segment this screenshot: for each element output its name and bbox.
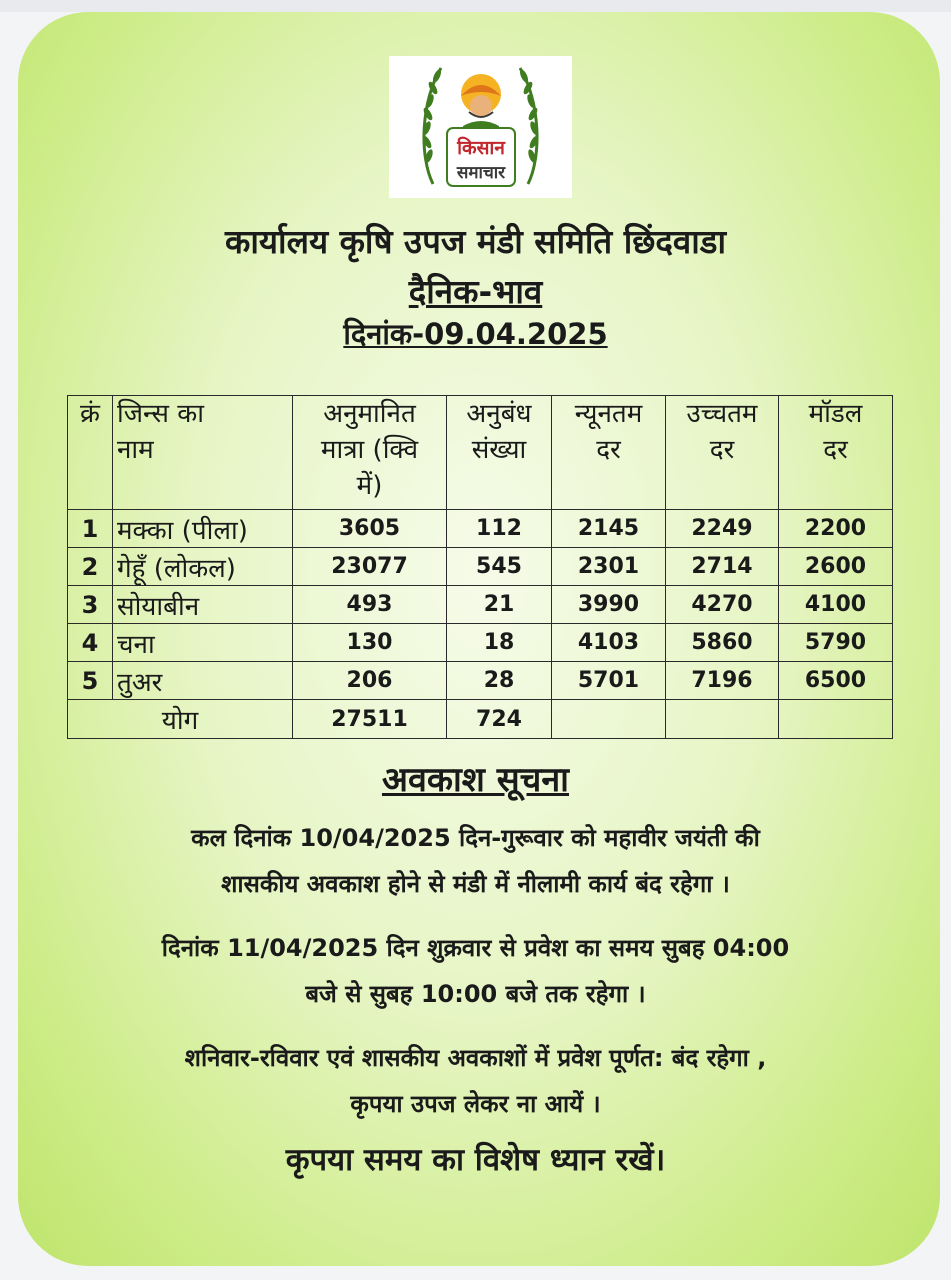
serial-cell: 3	[68, 586, 113, 624]
column-header: अनुमानित मात्रा (क्वि में)	[293, 396, 447, 510]
notice-line: दिनांक 11/04/2025 दिन शुक्रवार से प्रवेश का समय सुबह 04:00	[161, 934, 790, 962]
table-row	[68, 624, 893, 662]
table-total-row	[68, 700, 893, 739]
quantity-cell: 493	[293, 586, 447, 624]
commodity-name-cell: तुअर	[113, 662, 293, 700]
table-row	[68, 548, 893, 586]
min-rate-cell: 3990	[552, 586, 666, 624]
empty-cell	[779, 700, 893, 739]
contracts-cell: 28	[447, 662, 552, 700]
kisan-samachar-logo	[389, 56, 572, 198]
page-title: दैनिक-भाव	[408, 272, 543, 311]
logo-text-line1: किसान	[457, 137, 505, 159]
commodity-name-cell: सोयाबीन	[113, 586, 293, 624]
quantity-cell: 206	[293, 662, 447, 700]
total-contracts: 724	[447, 700, 552, 739]
logo-text-line2: समाचार	[456, 163, 506, 183]
notice-line: शनिवार-रविवार एवं शासकीय अवकाशों में प्रवेश पूर्णत: बंद रहेगा ,	[184, 1044, 767, 1072]
empty-cell	[666, 700, 779, 739]
modal-rate-cell: 2200	[779, 510, 893, 548]
total-label: योग	[68, 700, 293, 739]
serial-cell: 1	[68, 510, 113, 548]
column-header: मॉडल दर	[779, 396, 893, 510]
table-row	[68, 586, 893, 624]
min-rate-cell: 2145	[552, 510, 666, 548]
office-heading: कार्यालय कृषि उपज मंडी समिति छिंदवाडा	[225, 222, 726, 261]
min-rate-cell: 4103	[552, 624, 666, 662]
max-rate-cell: 5860	[666, 624, 779, 662]
contracts-cell: 21	[447, 586, 552, 624]
column-header: उच्चतम दर	[666, 396, 779, 510]
quantity-cell: 23077	[293, 548, 447, 586]
quantity-cell: 3605	[293, 510, 447, 548]
empty-cell	[552, 700, 666, 739]
report-date: दिनांक-09.04.2025	[343, 317, 608, 351]
serial-cell: 5	[68, 662, 113, 700]
contracts-cell: 112	[447, 510, 552, 548]
commodity-name-cell: गेहूँ (लोकल)	[113, 548, 293, 586]
modal-rate-cell: 2600	[779, 548, 893, 586]
column-header: जिन्स का नाम	[113, 396, 293, 510]
table-row	[68, 510, 893, 548]
contracts-cell: 545	[447, 548, 552, 586]
table-row	[68, 662, 893, 700]
min-rate-cell: 2301	[552, 548, 666, 586]
closing-note: कृपया समय का विशेष ध्यान रखें।	[285, 1142, 666, 1178]
serial-cell: 4	[68, 624, 113, 662]
column-header: न्यूनतम दर	[552, 396, 666, 510]
notice-paragraph-1	[40, 815, 911, 907]
notice-paragraph-3	[40, 1035, 911, 1127]
modal-rate-cell: 4100	[779, 586, 893, 624]
column-header: अनुबंध संख्या	[447, 396, 552, 510]
max-rate-cell: 2249	[666, 510, 779, 548]
modal-rate-cell: 5790	[779, 624, 893, 662]
notice-line: बजे से सुबह 10:00 बजे तक रहेगा ।	[305, 980, 646, 1008]
total-quantity: 27511	[293, 700, 447, 739]
table-header-row	[68, 396, 893, 510]
rates-table	[67, 395, 893, 739]
notice-title: अवकाश सूचना	[381, 760, 569, 800]
notice-line: शासकीय अवकाश होने से मंडी में नीलामी कार्य बंद रहेगा ।	[221, 870, 730, 898]
commodity-name-cell: मक्का (पीला)	[113, 510, 293, 548]
max-rate-cell: 2714	[666, 548, 779, 586]
serial-cell: 2	[68, 548, 113, 586]
quantity-cell: 130	[293, 624, 447, 662]
notice-line: कृपया उपज लेकर ना आयें ।	[350, 1090, 601, 1118]
notice-line: कल दिनांक 10/04/2025 दिन-गुरूवार को महावीर जयंती की	[191, 824, 760, 852]
column-header: क्रं	[68, 396, 113, 510]
modal-rate-cell: 6500	[779, 662, 893, 700]
contracts-cell: 18	[447, 624, 552, 662]
min-rate-cell: 5701	[552, 662, 666, 700]
logo-emblem	[389, 56, 572, 198]
max-rate-cell: 7196	[666, 662, 779, 700]
top-strip	[0, 0, 951, 12]
commodity-name-cell: चना	[113, 624, 293, 662]
max-rate-cell: 4270	[666, 586, 779, 624]
notice-paragraph-2	[40, 925, 911, 1017]
